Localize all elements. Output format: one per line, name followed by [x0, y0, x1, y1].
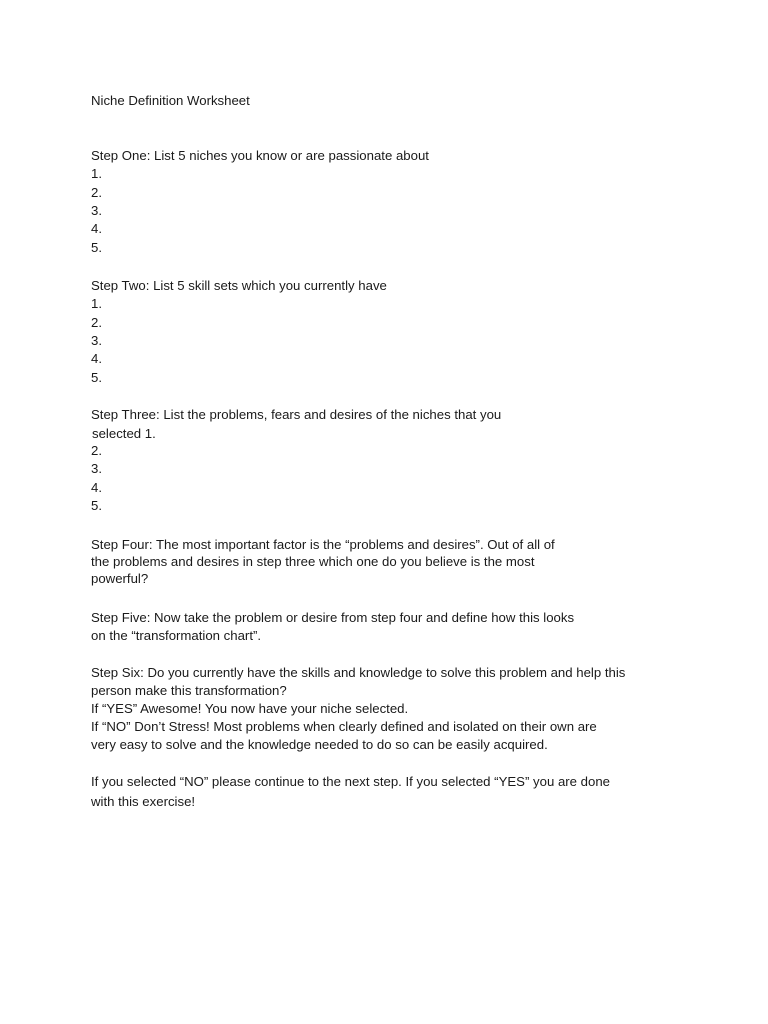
- step-three-heading-continued: selected 1.: [92, 426, 156, 441]
- step-two-item: 3.: [91, 333, 102, 348]
- step-three-item: 4.: [91, 480, 102, 495]
- step-six-text: If “YES” Awesome! You now have your niche selected.: [91, 701, 409, 716]
- step-four-text: powerful?: [91, 571, 149, 586]
- step-one-item: 4.: [91, 221, 102, 236]
- step-four-text: Step Four: The most important factor is the “problems and desires”. Out of all of: [91, 537, 555, 552]
- step-two-item: 2.: [91, 315, 102, 330]
- step-five-text: on the “transformation chart”.: [91, 628, 262, 643]
- step-four-text: the problems and desires in step three which one do you believe is the most: [91, 554, 535, 569]
- step-six-text: very easy to solve and the knowledge needed to do so can be easily acquired.: [91, 737, 548, 752]
- closing-text: If you selected “NO” please continue to the next step. If you selected “YES” you are done: [91, 774, 611, 789]
- page-title: Niche Definition Worksheet: [91, 93, 250, 108]
- step-one-item: 1.: [91, 166, 102, 181]
- step-six-text: Step Six: Do you currently have the skills and knowledge to solve this problem and help this: [91, 665, 626, 680]
- step-three-heading: Step Three: List the problems, fears and desires of the niches that you: [91, 407, 502, 422]
- step-three-item: 5.: [91, 498, 102, 513]
- step-two-item: 5.: [91, 370, 102, 385]
- closing-text: with this exercise!: [91, 794, 196, 809]
- step-two-heading: Step Two: List 5 skill sets which you currently have: [91, 278, 387, 293]
- step-one-heading: Step One: List 5 niches you know or are passionate about: [91, 148, 429, 163]
- step-five-text: Step Five: Now take the problem or desire from step four and define how this looks: [91, 610, 575, 625]
- step-one-item: 3.: [91, 203, 102, 218]
- step-one-item: 5.: [91, 240, 102, 255]
- step-six-text: person make this transformation?: [91, 683, 287, 698]
- step-two-item: 4.: [91, 351, 102, 366]
- step-six-text: If “NO” Don’t Stress! Most problems when clearly defined and isolated on their own are: [91, 719, 597, 734]
- step-two-item: 1.: [91, 296, 102, 311]
- step-three-item: 2.: [91, 443, 102, 458]
- step-three-item: 3.: [91, 461, 102, 476]
- step-one-item: 2.: [91, 185, 102, 200]
